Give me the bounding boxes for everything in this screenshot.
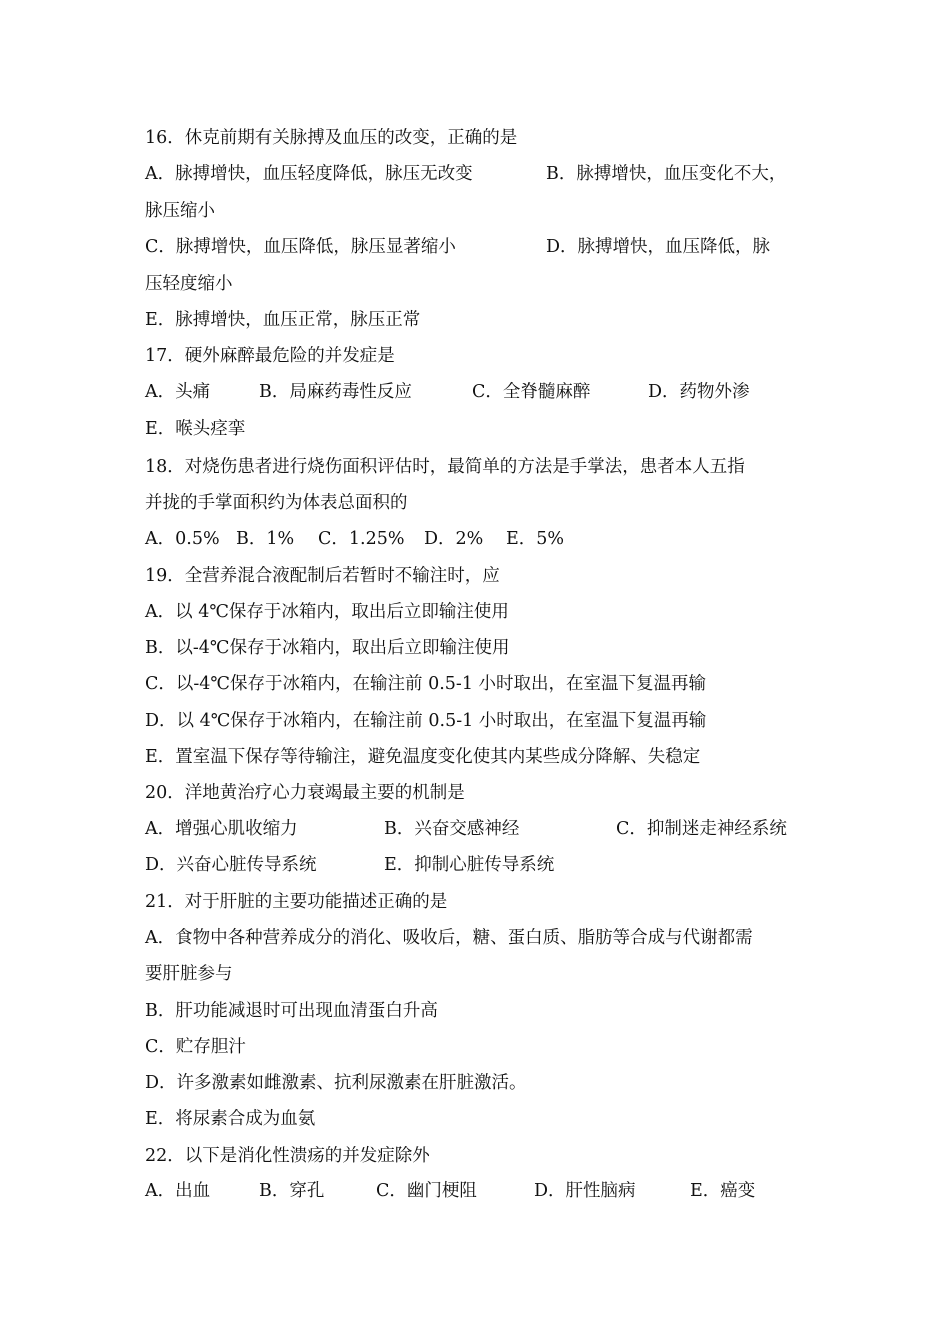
question-16-option-e: E．脉搏增快，血压正常，脉压正常 — [145, 310, 421, 330]
question-16-option-a: A．脉搏增快，血压轻度降低，脉压无改变 — [145, 164, 473, 184]
question-17-option-e: E．喉头痉挛 — [145, 419, 246, 439]
question-22-option-c: C．幽门梗阻 — [376, 1181, 477, 1201]
question-18-stem: 18．对烧伤患者进行烧伤面积评估时，最简单的方法是手掌法，患者本人五指 — [145, 457, 745, 477]
question-17-option-d: D．药物外渗 — [648, 382, 750, 402]
question-17-stem: 17．硬外麻醉最危险的并发症是 — [145, 346, 395, 366]
question-22-option-a: A．出血 — [145, 1181, 211, 1201]
question-20-option-d: D．兴奋心脏传导系统 — [145, 855, 317, 875]
question-21-option-b: B．肝功能减退时可出现血清蛋白升高 — [145, 1001, 438, 1021]
question-21-option-a-cont: 要肝脏参与 — [145, 964, 233, 984]
question-22-option-d: D．肝性脑病 — [534, 1181, 636, 1201]
question-18-option-e: E．5% — [506, 529, 565, 549]
question-20-option-c: C．抑制迷走神经系统 — [616, 819, 787, 839]
question-21-stem: 21．对于肝脏的主要功能描述正确的是 — [145, 892, 448, 912]
question-22-option-b: B．穿孔 — [259, 1181, 325, 1201]
question-20-stem: 20．洋地黄治疗心力衰竭最主要的机制是 — [145, 783, 465, 803]
question-21-option-c: C．贮存胆汁 — [145, 1037, 246, 1057]
question-16-option-b-cont: 脉压缩小 — [145, 201, 215, 221]
question-21-option-e: E．将尿素合成为血氨 — [145, 1109, 316, 1129]
question-17-option-a: A．头痛 — [145, 382, 211, 402]
question-22-stem: 22．以下是消化性溃疡的并发症除外 — [145, 1146, 430, 1166]
question-16-option-b: B．脉搏增快，血压变化不大， — [546, 164, 787, 184]
question-18-option-c: C．1.25% — [318, 529, 405, 549]
question-19-option-a: A．以 4℃保存于冰箱内，取出后立即输注使用 — [145, 602, 509, 622]
question-22-option-e: E．癌变 — [690, 1181, 756, 1201]
question-18-option-a: A．0.5% — [145, 529, 220, 549]
question-21-option-a: A．食物中各种营养成分的消化、吸收后，糖、蛋白质、脂肪等合成与代谢都需 — [145, 928, 753, 948]
question-16-option-d: D．脉搏增快，血压降低，脉 — [546, 237, 771, 257]
question-17-option-c: C．全脊髓麻醉 — [472, 382, 591, 402]
question-20-option-a: A．增强心肌收缩力 — [145, 819, 298, 839]
question-20-option-b: B．兴奋交感神经 — [384, 819, 520, 839]
question-16-option-c: C．脉搏增快，血压降低，脉压显著缩小 — [145, 237, 456, 257]
question-17-option-b: B．局麻药毒性反应 — [259, 382, 412, 402]
question-19-option-d: D．以 4℃保存于冰箱内，在输注前 0.5-1 小时取出，在室温下复温再输 — [145, 711, 707, 731]
question-19-option-b: B．以-4℃保存于冰箱内，取出后立即输注使用 — [145, 638, 510, 658]
question-19-stem: 19．全营养混合液配制后若暂时不输注时，应 — [145, 566, 500, 586]
question-19-option-e: E．置室温下保存等待输注，避免温度变化使其内某些成分降解、失稳定 — [145, 747, 701, 767]
question-16-stem: 16．休克前期有关脉搏及血压的改变，正确的是 — [145, 128, 518, 148]
question-18-option-b: B．1% — [236, 529, 295, 549]
question-19-option-c: C．以-4℃保存于冰箱内，在输注前 0.5-1 小时取出，在室温下复温再输 — [145, 674, 707, 694]
question-16-option-d-cont: 压轻度缩小 — [145, 274, 233, 294]
question-21-option-d: D．许多激素如雌激素、抗利尿激素在肝脏激活。 — [145, 1073, 527, 1093]
question-18-stem-cont: 并拢的手掌面积约为体表总面积的 — [145, 493, 408, 513]
question-18-option-d: D．2% — [424, 529, 484, 549]
question-20-option-e: E．抑制心脏传导系统 — [384, 855, 555, 875]
